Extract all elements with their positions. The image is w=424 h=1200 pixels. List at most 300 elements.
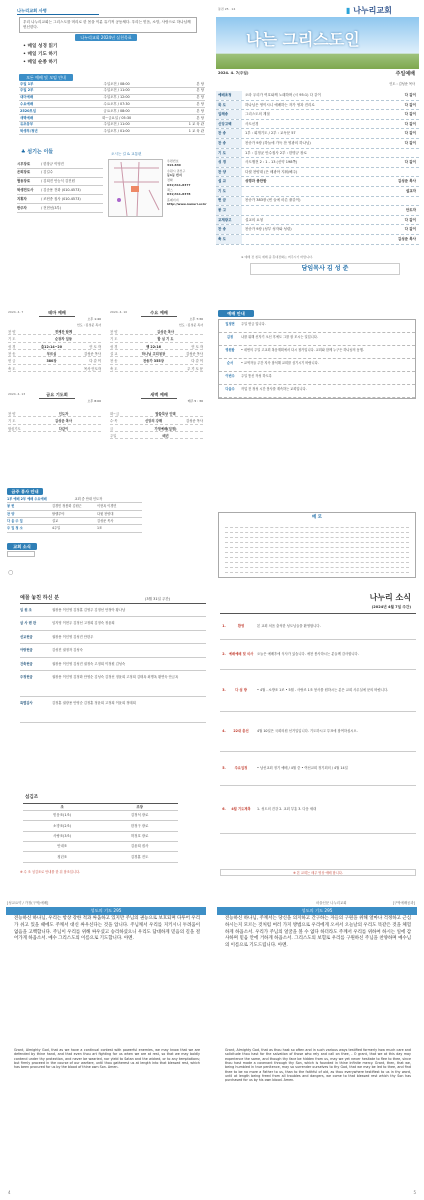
order-key: 찬 양 (216, 168, 242, 177)
info-row (219, 372, 415, 385)
schedule-extra: 주 기 도 문 (187, 366, 203, 371)
staff-role: 은퇴장로 (17, 170, 31, 175)
team-leader: 한정구 장로 (130, 823, 149, 828)
service-title: 주일예배 (395, 71, 415, 77)
info-val: 주일 헌금 입니다. (241, 322, 266, 326)
team-row (23, 852, 178, 862)
news-key: 환영 (237, 624, 245, 629)
order-value: 하나님은 영이시니 예배하는 자가 영과 진리로 (245, 102, 315, 107)
team-name: 소망조(2조) (53, 823, 72, 828)
left-prayer-en: Grant, Almighty God, that as we have a continual contest with powerful enemies, we may know that we are defended by thine hand, and that even thou art fighting for us when we are at rest, so that we may boldly contend under thy protection, and never be wearied, nor yield to Satan and the wicked, or to any temptations; but firmly proceed in the course of our warfare, until thou gatherest us at length into that blessed rest, which has been procured for us by the blood of thine own Son. Amen. (14, 1048, 200, 1070)
hero-banner (216, 17, 419, 69)
order-key: 찬 송 (216, 129, 242, 138)
team-name: 믿음조(1조) (53, 813, 72, 818)
staff-title-text: 섬기는 이들 (27, 149, 54, 155)
offering-key: 특별감사 (20, 701, 33, 706)
news-key: 다 섬 방 (235, 688, 247, 693)
team-row (23, 841, 178, 851)
duty-cell: 다윗 찬양대 (97, 511, 114, 516)
news-val: 본 교회 처음 출석한 성도님들을 환영합니다. (257, 624, 321, 629)
offering-names: 김성진 권정자 김성숙 (52, 648, 83, 653)
news-list (220, 613, 416, 834)
team-head-1: 조 (60, 804, 64, 809)
services-table (19, 81, 205, 135)
duty-row (7, 496, 142, 503)
schedule-key: 찬 양 (8, 330, 16, 334)
schedule-row (110, 337, 203, 342)
duty-cell: 1부 예배 2부 예배 수요예배 (7, 497, 47, 501)
contact-line: 팩스 (167, 188, 173, 193)
schedule-box (7, 310, 103, 376)
order-value: 그리스도의 계절 (245, 112, 270, 117)
info-title: 예배 안내 (218, 310, 254, 317)
order-value: 사도행전 2 : 1 - 13 (신약 198쪽) (245, 160, 298, 165)
team-name: 안내조 (57, 844, 68, 849)
schedule-row (8, 367, 101, 372)
page-5b (216, 900, 419, 1196)
duty-cell: 김성준 목사 (97, 518, 114, 523)
service-place: 본 당 (196, 81, 204, 86)
staff-names: / 김준용 전화 (010-4573) (41, 187, 81, 192)
order-key: 신앙고백 (216, 120, 242, 129)
page-1 (5, 5, 208, 288)
service-time: 금요오후 / 08:00 (103, 108, 130, 113)
page-4 (5, 592, 208, 882)
order-key: 봉 고 (216, 206, 242, 215)
news-num: 5. (222, 766, 226, 771)
schedule-val: 다같이 (58, 426, 69, 431)
memo-title: 메 모 (311, 515, 322, 520)
order-key: 입례송 (216, 110, 242, 119)
duty-row (7, 518, 142, 525)
page-3 (5, 306, 208, 584)
page-3b (216, 306, 419, 584)
schedule-date: 2024. 4. 7 (8, 310, 24, 314)
left-tag: [성교요약 / 가정(구역)예배] (7, 901, 49, 905)
order-key: 기 도 (216, 149, 242, 158)
circle-icon: ○ (8, 569, 14, 576)
offering-row (20, 617, 206, 630)
service-row (19, 94, 205, 101)
news-row (220, 752, 416, 786)
order-key: 기 도 (216, 187, 242, 196)
service-name: 대더예배 (20, 95, 34, 100)
order-key: 찬 송 (216, 225, 242, 234)
news-key: 주요일정 (234, 766, 248, 771)
news-val: • 4월 - 소방조 1조 • 5월 - 사랑조 1조 봉사를 원하시는 분은 교회 사무실에 문의 바랍니다. (257, 688, 389, 693)
prayer-sub: (3월 31일 주간) (145, 597, 171, 601)
order-value: 찬송가 383장 (빈 들에 마른 풀같이) (245, 198, 301, 203)
schedule-val: 매년 (162, 433, 169, 438)
contact-line: 동1동 번지 (167, 173, 182, 178)
duty-cell: 설교 (52, 518, 59, 523)
staff-row (17, 160, 103, 169)
page-right: 5 (413, 1189, 416, 1195)
schedule-val (128, 367, 179, 371)
order-row (216, 197, 419, 207)
schedule-date: 2024. 4. 10 (110, 310, 128, 314)
schedule-extra: 목사 인도자 (84, 366, 101, 371)
staff-names: / 조헌종 집사 (010-4573) (41, 196, 81, 201)
service-time: 화~금요일 / 05:30 (102, 115, 132, 120)
service-time: 주일오후 / 01:00 (103, 129, 130, 134)
news-row (220, 670, 416, 712)
info-row (219, 333, 415, 346)
schedule-row (8, 330, 101, 335)
duty-row (7, 511, 142, 518)
order-value: 1부 : 회개기도 / 2부 : 교독문 57 (245, 131, 296, 136)
order-row (216, 110, 419, 120)
schedule-key: 기 도 (110, 337, 118, 342)
order-row (216, 101, 419, 111)
offering-key: 아랑헌금 (20, 648, 33, 653)
order-value: 사도신경 (245, 121, 259, 126)
church-marker-icon (131, 186, 139, 192)
duty-cell: 주 일 청 소 (7, 526, 23, 531)
schedule-row (110, 427, 203, 432)
news-date: (2024년 4월 7일 주간) (371, 605, 411, 609)
schedule-key: 성 경 (110, 344, 118, 349)
top-small: 통권 25 · 14 (218, 7, 236, 11)
news-val: 4월 10일은 국회의원 선거일입니다. 기도하시고 투표에 참여하십시오. (257, 729, 358, 734)
staff-row (17, 195, 103, 204)
service-name: 유초등부 (20, 122, 34, 127)
map (108, 159, 163, 217)
schedule-row (8, 419, 101, 424)
contact-info (167, 159, 205, 207)
staff-role: 지휘자 (17, 196, 27, 201)
order-value: 성령과 충만함 (245, 179, 267, 184)
team-leader: 김정석 장로 (130, 813, 149, 818)
prayer-title: 예꼴 놓친 하신 분 (20, 595, 60, 601)
goal-2: • 매일 기도 하기 (23, 51, 58, 57)
schedule-row (8, 345, 101, 350)
order-row (216, 149, 419, 159)
offering-names: 권장용 이인영 김정화 안영순 김성숙 김정선 정윤희 고정희 김태옥 최병옥 황연숙 안금옥 (52, 675, 179, 680)
order-key: 축 도 (216, 235, 242, 244)
schedule-box (109, 392, 205, 444)
info-val: 주일 통신 작성 하도록 (241, 374, 272, 378)
order-right: 설교자 (405, 188, 416, 193)
schedule-row (8, 352, 101, 357)
team-row (23, 810, 178, 820)
team-name: 청년조 (57, 854, 68, 859)
order-right: 다 같이 (404, 121, 416, 126)
people-icon: ♣ (21, 149, 28, 155)
order-key: 묵 도 (216, 101, 242, 110)
schedule-side: 오후 1:40 (87, 317, 101, 321)
duty-table (7, 496, 142, 533)
schedule-val: 신앙의 강해 (144, 419, 163, 424)
order-row (216, 187, 419, 197)
team-leader: 김경훈 전도 (130, 854, 149, 859)
service-place: 본 당 (196, 95, 204, 100)
page-4b (216, 592, 419, 882)
order-right: 김성준 목사 (397, 236, 416, 241)
right-prayer-en: Grant, Almighty God, that as thou hast so often and in such various ways testified formerly how much care and solicitude thou hast for the salvation of those who rely and call on thee, - O grant, that we at this day may experience the same, and though thy face be hidden from us, may we yet never hesitate to flee to thee, since thou hast made a covenant through thy Son, which is founded in thine infinite mercy. Grant, then, that we, being humbled in true penitence, may so surrender ourselves to thy God, that we may be led to thee, and find thee to be no more a Father to us, than to the faithful of old, as thou everywhere testifiest to us in thy word, until at length being freed from all troubles and dangers, we come to that blessed rest which thy Son has purchased for us by his own blood. Amen. (225, 1048, 411, 1083)
schedule-extra: 김성준 목사 (186, 351, 203, 356)
schedule-title: 테마 예배 (39, 310, 75, 317)
schedule-key: 합심기도 (8, 426, 21, 431)
schedule-val: 순장자 일동 (54, 337, 73, 342)
order-row (216, 225, 419, 235)
service-place: 본 당 (196, 108, 204, 113)
news-row (220, 786, 416, 834)
news-title: 나누리 소식 (369, 593, 411, 602)
goal-3: • 매일 순종 하기 (23, 59, 58, 65)
schedule-row (110, 419, 203, 424)
schedule-extra: 다 같 이 (89, 359, 101, 364)
order-right: 다 같이 (404, 217, 416, 222)
info-val: 나를 위해 신자기 오신 후에도 그를 잘 모시는 일입니다. (241, 335, 318, 339)
news-num: 3. (222, 688, 226, 693)
service-row (19, 87, 205, 94)
church-logo (346, 6, 392, 17)
schedule-row (110, 330, 203, 335)
schedule-val: 전체찬 함께 (54, 330, 73, 334)
schedule-key: 기 도 (8, 419, 16, 424)
schedule-title: 새벽 예배 (141, 392, 177, 399)
service-row (19, 114, 205, 121)
schedule-key: 성 경 (8, 344, 16, 349)
news-val: • 남선교회 정기 예배 / 4월 중 • 여선교회 정기회의 / 4월 14일 (257, 766, 348, 771)
schedule-key: 찬 양 (8, 412, 16, 416)
news-val: 1. 성도의 건강 2. 교회 부흥 3. 다음 세대 (257, 807, 317, 812)
staff-list (17, 160, 103, 213)
news-num: 6. (222, 807, 226, 812)
contact-line: 314-830 (167, 163, 181, 168)
service-name: 학생부/청년 (20, 129, 38, 134)
order-row (216, 168, 419, 178)
staff-names: / 한창규 이영진 (41, 161, 64, 166)
duty-cell: 1조 (97, 526, 103, 531)
order-value: 설교의 요청 (245, 217, 264, 222)
team-table (23, 803, 178, 863)
goal-band: 나누리교회 2024년 실천목표 (75, 34, 137, 41)
service-place: 본 당 (196, 101, 204, 106)
schedule-extra: 인 도 자 (89, 344, 101, 349)
order-key: 교제광고 (216, 216, 242, 225)
service-time: 주일오전 / 08:00 (103, 81, 130, 86)
offering-list (20, 603, 206, 723)
info-val: • 네번의 주일 고교회 복음계획에서 다시 참가입니다. 교회와 함께 누구든 하나님의 동행. (241, 348, 364, 352)
schedule-box (7, 392, 103, 444)
service-place: 본 당 (196, 88, 204, 93)
schedule-key: 찬 양 (110, 330, 118, 334)
offering-row (20, 604, 206, 617)
schedule-key: 기 도 (8, 337, 16, 342)
service-name: 주일 1부 (20, 81, 34, 86)
schedule-val: 김성준 목사 (156, 330, 175, 334)
schedule-row (8, 359, 101, 364)
schedule-val: 출12:14~20 (40, 344, 63, 349)
order-key: 성 경 (216, 158, 242, 167)
schedule-extra: 김성준 목사 (84, 351, 101, 356)
service-place: 1 교 육 관 (188, 129, 204, 134)
staff-row (17, 186, 103, 195)
schedule-val: 부르심 (46, 351, 57, 356)
staff-names: / 김희진 안능식 김진원 (41, 179, 75, 184)
order-value: 1부 : 김정균 안수집사 2부 : 한명규 장로 (245, 150, 307, 155)
info-key: 다음주 (225, 387, 235, 391)
staff-title (21, 149, 53, 156)
news-num: 2. (222, 652, 226, 657)
order-key: 예배초청 (216, 91, 242, 100)
schedule-key: 수·목 (110, 419, 118, 424)
duty-cell: 4주일 (52, 526, 61, 531)
schedule-row (110, 367, 203, 372)
offering-row (20, 631, 206, 644)
schedule-title: 수요 예배 (141, 310, 177, 317)
schedule-key: 찬 송 (110, 359, 118, 364)
team-row (23, 831, 178, 841)
order-row (216, 158, 419, 168)
order-row (216, 216, 419, 226)
schedule-val (26, 367, 77, 371)
service-time: 주일오전 / 11:00 (103, 88, 130, 93)
schedule-row (8, 427, 101, 432)
schedule-date: 2024. 4. 13 (8, 392, 26, 396)
schedule-row (110, 359, 203, 364)
staff-row (17, 178, 103, 187)
offering-names: 권장용 이인영 김성진 안한우 (52, 634, 94, 639)
order-right: 안도자 (405, 208, 416, 213)
service-row (19, 101, 205, 108)
order-row (216, 120, 419, 130)
schedule-extra: 김성준 목사 (186, 419, 203, 424)
contact-line: 홈페이지 (167, 197, 179, 202)
order-right: 다 같이 (404, 140, 416, 145)
order-value: 찬송가 9장 (하늘에 가득 찬 영광의 하나님) (245, 140, 311, 145)
schedule-side: 오후 8:00 (87, 399, 101, 403)
order-row (216, 129, 419, 139)
info-key: 순서 (226, 361, 234, 365)
offering-key: 임 원 조 (20, 608, 32, 612)
schedule-val: 합 심 기 도 (157, 337, 174, 342)
service-time: 주일오후 / 12:00 (103, 95, 130, 100)
info-val: 작업 전 정성 시간 봉사를 계속하는 교회입니다. (241, 387, 307, 391)
contact-line: 우편번호 (167, 159, 179, 163)
staff-row (17, 169, 103, 178)
left-title: 성도의 기도 295 (6, 907, 206, 915)
schedule-key: 주일 (110, 433, 117, 438)
service-name: 2520모임 (20, 108, 36, 113)
order-right: 다 같이 (404, 227, 416, 232)
contact-line: http://www.nanuri.or.kr (167, 202, 207, 207)
schedule-key: 화~금 (110, 412, 120, 416)
team-head-2: 조장 (136, 804, 143, 809)
service-row (19, 108, 205, 115)
duty-cell: 이현옥 이경민 (97, 504, 117, 509)
schedule-extra: 인 도 자 (191, 344, 203, 349)
duty-title: 금주 봉사 안내 (7, 488, 43, 495)
order-value: 오라 우리가 여호와께 노래하며 (시 95:1) 다 같이 (245, 92, 321, 97)
info-val: • 교역자들 주간 지속 참석해 교회를 섬기시기 바랍니다. (241, 361, 319, 365)
duty-cell: 다 음 주 일 (7, 518, 23, 523)
team-footer: ※ 수 조 섬김조로 안내를 한 뒤 참조입니다. (20, 870, 81, 874)
offering-names: 임지영 이현우 김정선 고정희 김정숙 정윤희 (52, 621, 115, 626)
order-key: 찬 송 (216, 139, 242, 148)
duty-cell: 김경민 정봉화 김원근 (52, 504, 82, 509)
schedule-val: 인도자 (58, 412, 69, 416)
schedule-extra: 다 같 이 (191, 359, 203, 364)
service-name: 새벽예배 (20, 115, 34, 120)
duty-cell: 교회 중 안내 인도자 (74, 497, 103, 501)
page-left: 4 (8, 1189, 11, 1195)
schedule-key: 축 도 (8, 366, 16, 371)
offering-names: 권장용 이인영 김성진 권정숙 고정희 이정원 김성숙 (52, 661, 126, 666)
memo-lines (225, 523, 409, 573)
logo-icon: ▮ (346, 6, 354, 15)
order-row (216, 235, 419, 245)
schedule-val: 380장 (46, 359, 57, 364)
order-right: 다 같이 (404, 112, 416, 117)
vision-text: 우리 나누리교회는 그리스도를 머리로 한 몸을 이룬 유기적 공동체다. 우리는 믿음, 소망, 사랑으로 하나님께 헌신한다. (19, 17, 197, 33)
left-prayer-ko: 전능하신 하나님, 우리는 항상 강한 적과 싸움하고 있지만 주님의 권능으로 보호되며 다투어 우리가 쉬고 있을 때에도 주께서 대신 싸우신다는 것을 압니다. 주님께서 우리를 지키시니 두려움이 없음을 고백합니다. 주님이 우리를 위해 싸우셨고 승리하셨으니 우리도 담대하게 믿음의 길을 걸어가게 하옵소서. 예수 그리스도의 이름으로 기도합니다. 아멘. (14, 916, 200, 942)
schedule-val: 말씀묵상 인택 (155, 412, 176, 416)
schedule-val: 김성준 목사 (54, 419, 73, 424)
news-num: 4. (222, 729, 226, 734)
services-title: 모든 예배 및 모임 안내 (19, 74, 73, 81)
contact-line: 전화 (167, 178, 173, 183)
staff-role: 시무장로 (17, 161, 31, 166)
memo-box (218, 512, 416, 578)
offering-key: 삼 사 랜 판 (20, 621, 37, 626)
schedule-lead: 인도 : 김성준 목사 (76, 323, 101, 327)
order-key: 헌 금 (216, 197, 242, 206)
info-row (219, 359, 415, 372)
notice-blank (7, 551, 35, 557)
info-list (218, 319, 416, 399)
info-key: 김정 (226, 335, 234, 339)
news-key: 22대 총선 (233, 729, 249, 734)
duty-cell: 찬 양 (7, 511, 15, 516)
team-leader: 김윤희 집사 (130, 844, 149, 849)
schedule-key: 금 (110, 426, 114, 431)
news-row (220, 712, 416, 752)
staff-role: 반주자 (17, 205, 27, 210)
info-row (219, 385, 415, 398)
schedule-key: 설 교 (110, 351, 118, 356)
schedule-box (109, 310, 205, 376)
page-2 (216, 5, 419, 288)
schedule-row (8, 412, 101, 417)
order-right: 다 같이 (404, 92, 416, 97)
order-value: 찬송가 9장 (성부 성자와 성령) (245, 227, 292, 232)
offering-names: 권장용 이인영 김정훈 김영주 김정선 안정아 황나남 (52, 608, 126, 612)
schedule-val: 가정예배(일정) (154, 426, 177, 431)
duty-cell: 봉 헌 (7, 504, 15, 509)
schedule-row (110, 434, 203, 439)
staff-role: 학생전도사 (17, 187, 34, 192)
offering-row (20, 658, 206, 671)
service-place: 1 교 육 관 (188, 122, 204, 127)
pastor: 담임목사 김 성 준 (250, 263, 400, 275)
right-tag: [구역예배공과] (392, 901, 415, 905)
service-name: 주일 2부 (20, 88, 34, 93)
service-time: 수요오후 / 07:30 (103, 101, 130, 106)
offering-row (20, 671, 206, 697)
schedule-title: 금요 기도회 (39, 392, 75, 399)
duty-row (7, 503, 142, 510)
schedule-row (110, 412, 203, 417)
order-row (216, 139, 419, 149)
goals-list (23, 43, 57, 66)
news-val: 오늘은 예배후에 식사가 있습니다. 애찬 봉사하시는 분들께 감사합니다. (257, 652, 359, 657)
team-row (23, 821, 178, 831)
info-key: 영원함 (225, 348, 235, 352)
offering-names: 김정훈 권장용 안영순 김정훈 정윤희 고정희 이윤희 정태희 (52, 701, 136, 706)
